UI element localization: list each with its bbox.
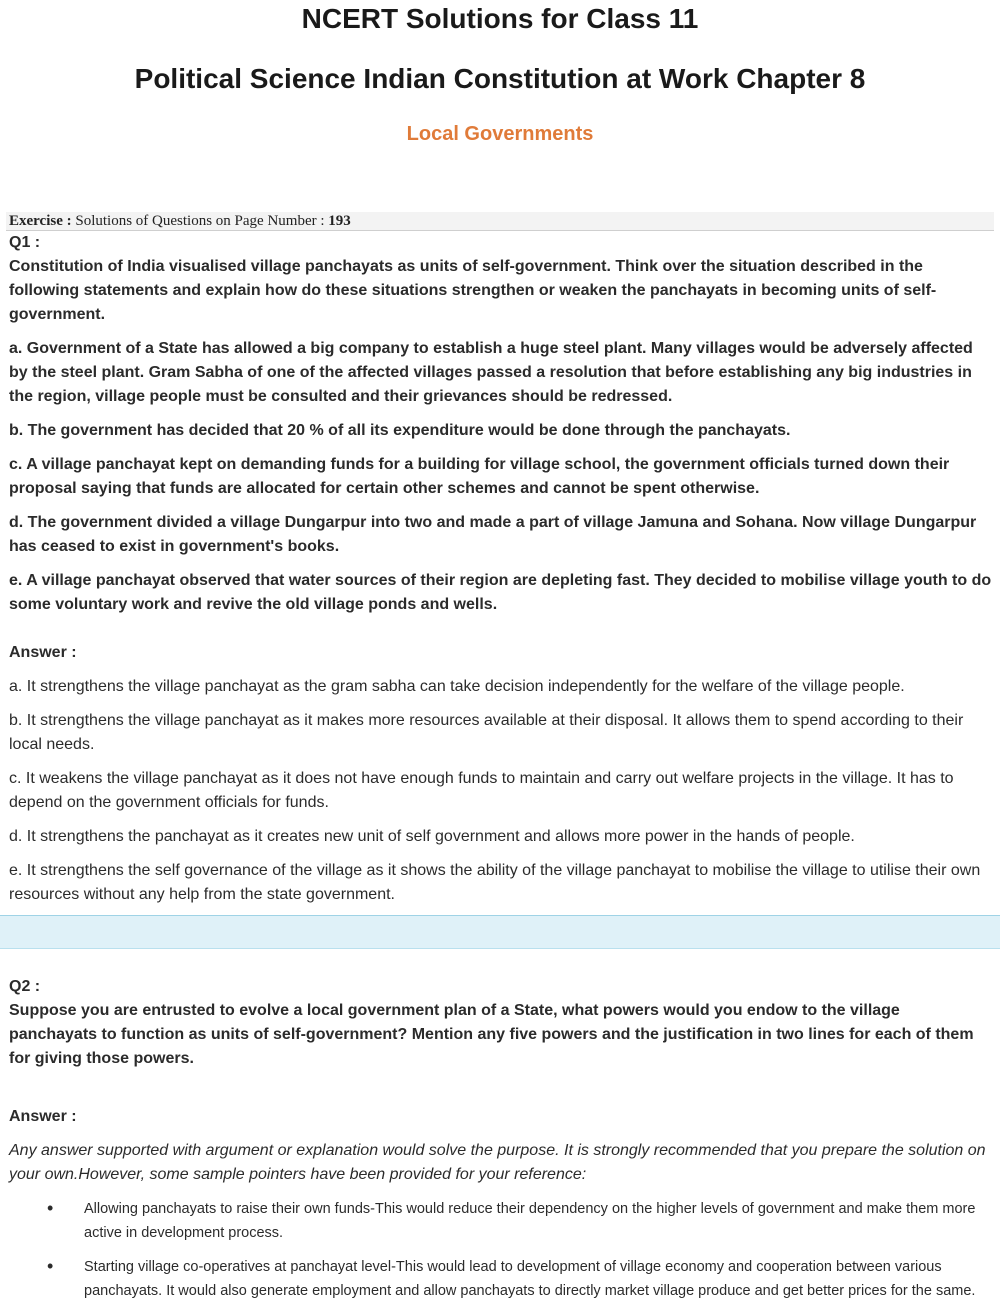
content: [0, 231, 1000, 1303]
answer-label: Answer :: [9, 644, 77, 661]
list-item: [9, 1197, 992, 1245]
bullet-icon: •: [47, 1256, 54, 1276]
answer-item: c. It weakens the village panchayat as it does not have enough funds to maintain and carry out welfare projects in the village. It has to depend on the government officials for funds.: [9, 770, 954, 811]
statement-item: c. A village panchayat kept on demanding funds for a building for village school, the government officials turned down their proposal saying that funds are allocated for certain other schemes and cannot be spent otherwise.: [9, 456, 950, 497]
answer-label: Answer :: [9, 1108, 77, 1125]
question-block: [9, 999, 992, 1071]
list-item: [9, 1255, 992, 1303]
answer-item: a. It strengthens the village panchayat as the gram sabha can take decision independently for the welfare of the village people.: [9, 678, 905, 695]
question-label: Q2 :: [9, 978, 41, 995]
answer-intro: Any answer supported with argument or explanation would solve the purpose. It is strongly recommended that you prepare the solution on your own.However, some sample pointers have been provided for your reference:: [9, 1142, 986, 1183]
exercise-label: Exercise :: [9, 213, 72, 229]
exercise-text: Solutions of Questions on Page Number :: [75, 213, 325, 229]
question-text: Suppose you are entrusted to evolve a local government plan of a State, what powers would you endow to the village panchayats to function as units of self-government? Mention any five powers and the justification in two lines for each of them for giving those powers.: [9, 1002, 974, 1067]
statement-item: a. Government of a State has allowed a big company to establish a huge steel plant. Many villages would be adversely affected by the steel plant. Gram Sabha of one of the affected villages passed a resolution that before establishing any big industries in the region, village people must be consulted and their grievances should be redressed.: [9, 340, 973, 405]
list-item-text: Starting village co-operatives at panchayat level-This would lead to development of village economy and cooperation between various panchayats. It would also generate employment and allow panchayats to directly market village produce and get better prices for the same.: [84, 1259, 976, 1299]
bullet-icon: •: [47, 1198, 54, 1218]
exercise-bar: [6, 212, 994, 231]
question-block: [9, 255, 992, 617]
statement-item: b. The government has decided that 20 % of all its expenditure would be done through the panchayats.: [9, 422, 791, 439]
statement-item: d. The government divided a village Dungarpur into two and made a part of village Jamuna and Sohana. Now village Dungarpur has ceased to exist in government's books.: [9, 514, 977, 555]
chapter-subtitle: Local Governments: [406, 123, 594, 145]
pointer-list: [9, 1197, 992, 1303]
exercise-page-number: 193: [328, 213, 351, 229]
question-label: Q1 :: [9, 234, 41, 251]
page-title-chapter: Political Science Indian Constitution at Work Chapter 8: [134, 63, 866, 94]
answer-block: [9, 675, 992, 907]
question-text: Constitution of India visualised village panchayats as units of self-government. Think over the situation described in the following statements and explain how do these situations strengthen or weaken the panchayats in becoming units of self-government.: [9, 258, 937, 323]
statement-item: e. A village panchayat observed that water sources of their region are depleting fast. They decided to mobilise village youth to do some voluntary work and revive the old village ponds and wells.: [9, 572, 992, 613]
answer-item: d. It strengthens the panchayat as it creates new unit of self government and allows more power in the hands of people.: [9, 828, 855, 845]
answer-item: e. It strengthens the self governance of the village as it shows the ability of the village panchayat to mobilise the village to utilise their own resources without any help from the state government.: [9, 862, 981, 903]
page-title: NCERT Solutions for Class 11: [301, 3, 699, 34]
list-item-text: Allowing panchayats to raise their own funds-This would reduce their dependency on the higher levels of government and make them more active in development process.: [84, 1201, 976, 1241]
section-divider: [0, 915, 1000, 949]
answer-item: b. It strengthens the village panchayat as it makes more resources available at their disposal. It allows them to spend according to their local needs.: [9, 712, 964, 753]
